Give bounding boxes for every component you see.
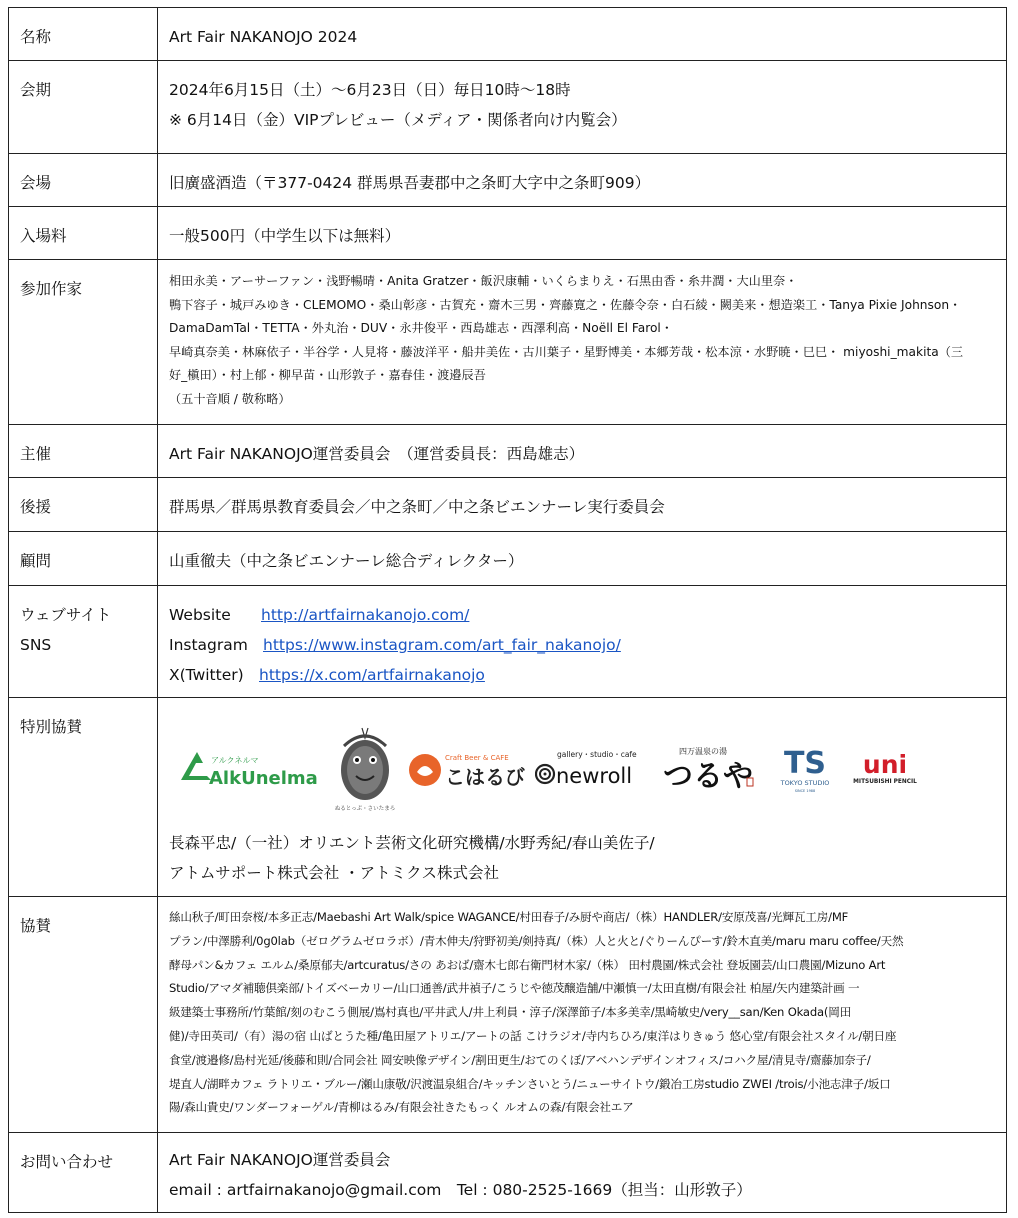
value-name: Art Fair NAKANOJO 2024 (158, 8, 1007, 61)
mitsubishi-pencil-wordmark: MITSUBISHI PENCIL (853, 779, 917, 785)
website-link[interactable]: http://artfairnakanojo.com/ (261, 606, 470, 624)
contact-line-1: Art Fair NAKANOJO運営委員会 (169, 1151, 391, 1169)
label-advisor: 顧問 (9, 532, 158, 586)
label-web (9, 586, 158, 698)
sponsors-line: 健)/寺田英司/（有）湯の宿 山ばとうた種/亀田屋アトリエ/アートの話 こけラジオ/寺内ちひろ/東洋はりきゅう 悠心堂/有限会社スタイル/朝日座 (169, 1028, 897, 1043)
value-support: 群馬県／群馬県教育委員会／中之条町／中之条ビエンナーレ実行委員会 (158, 478, 1007, 532)
tsuruya-logo (653, 744, 765, 794)
uni-wordmark: uni (862, 750, 908, 779)
row-period (9, 61, 1007, 154)
sponsors-line: 陽/森山貴史/ワンダーフォーゲル/青柳はるみ/有限会社きたもっく ルオムの森/有限会社エア (169, 1100, 634, 1115)
newroll-logo (533, 746, 653, 792)
label-artists: 参加作家 (9, 260, 158, 425)
artists-line: 早崎真奈美・林麻依子・半谷学・人見将・藤波洋平・船井美佐・古川葉子・星野博美・本郷芳哉・松本涼・水野暁・巳巳・ miyoshi_makita（三 (169, 344, 964, 359)
row-artists (9, 260, 1007, 425)
value-venue: 旧廣盛酒造（〒377-0424 群馬県吾妻郡中之条町大字中之条町909） (158, 154, 1007, 207)
instagram-link[interactable]: https://www.instagram.com/art_fair_nakanojo/ (263, 636, 621, 654)
mascot-caption: ぬるとっぷ・さいたまろ (334, 806, 396, 812)
tokyo-studio-logo (765, 743, 845, 795)
artists-note: （五十音順 / 敬称略） (169, 391, 291, 406)
label-admission: 入場料 (9, 207, 158, 260)
sponsors-line: 食堂/渡邉修/島村光延/後藤和則/合同会社 岡安映像デザイン/割田更生/おてのくぼ/アベハンデザインオフィス/コハク屋/清見寺/齋藤加奈子/ (169, 1052, 871, 1067)
value-advisor: 山重徹夫（中之条ビエンナーレ総合ディレクター） (158, 532, 1007, 586)
row-support (9, 478, 1007, 532)
label-organizer: 主催 (9, 425, 158, 478)
value-period (158, 61, 1007, 154)
artists-line: 鴨下容子・城戸みゆき・CLEMOMO・桑山彰彦・古賀充・齋木三男・齊藤寛之・佐藤令奈・白石綾・闕美来・想造楽工・Tanya Pixie Johnson・ (169, 297, 962, 312)
artists-line: DamaDamTal・TETTA・外丸治・DUV・永井俊平・西島雄志・西澤利高・Noëll El Farol・ (169, 321, 673, 335)
label-name: 名称 (9, 8, 158, 61)
tokyo-studio-wordmark: TOKYO STUDIO (780, 779, 830, 787)
label-sns: SNS (20, 636, 52, 654)
tsuruya-wordmark: つるや (663, 759, 753, 794)
instagram-label: Instagram (169, 636, 248, 654)
sponsors-line: プラン/中澤勝利/0g0lab（ゼログラムゼロラボ）/青木伸夫/狩野初美/剣持真/（株）人と火と/ぐりーんぴーす/鈴木直美/maru maru coffee/天然 (169, 933, 904, 948)
website-line (169, 600, 998, 630)
row-advisor (9, 532, 1007, 586)
sponsors-line: 絲山秋子/町田奈桜/本多正志/Maebashi Art Walk/spice WAGANCE/村田春子/み厨や商店/（株）HANDLER/安原茂喜/光輝瓦工房/MF (169, 910, 849, 924)
x-label: X(Twitter) (169, 666, 244, 684)
label-venue: 会場 (9, 154, 158, 207)
row-web (9, 586, 1007, 698)
sponsors-line: 堤直人/湖畔カフェ ラトリエ・ブルー/瀬山康敬/沢渡温泉組合/キッチンさいとう/ニューサイトウ/鍛冶工房studio ZWEI /trois/小池志津子/坂口 (169, 1076, 891, 1091)
row-venue (9, 154, 1007, 207)
row-organizer (9, 425, 1007, 478)
period-line-1: 2024年6月15日（土）〜6月23日（日）毎日10時〜18時 (169, 81, 571, 99)
label-website: ウェブサイト (20, 606, 112, 624)
uni-logo (845, 749, 925, 789)
alkunelma-logo (175, 746, 325, 792)
row-special-sponsors (9, 698, 1007, 897)
contact-email-line: email : artfairnakanojo@gmail.com Tel : 080-2525-1669（担当：山形敦子） (169, 1181, 752, 1199)
website-label: Website (169, 606, 231, 624)
value-organizer: Art Fair NAKANOJO運営委員会 （運営委員長：西島雄志） (158, 425, 1007, 478)
ts-mark-icon: TS (783, 746, 827, 781)
value-admission: 一般500円（中学生以下は無料） (158, 207, 1007, 260)
artists-line: 相田永美・アーサーファン・浅野暢晴・Anita Gratzer・飯沢康輔・いくらまりえ・石黒由香・糸井潤・大山里奈・ (169, 274, 798, 288)
label-support: 後援 (9, 478, 158, 532)
row-name (9, 8, 1007, 61)
row-admission (9, 207, 1007, 260)
artists-line: 好_槇田）・村上郁・柳早苗・山形敦子・嘉春佳・渡邉辰吾 (169, 368, 486, 382)
alkunelma-wordmark: AlkUnelma (209, 768, 318, 789)
special-sponsors-line-1: 長森平忠/（一社）オリエント芸術文化研究機構/水野秀紀/春山美佐子/ (169, 834, 655, 852)
newroll-subtitle: gallery・studio・cafe (557, 750, 637, 759)
row-sponsors (9, 897, 1007, 1133)
x-line (169, 660, 998, 690)
value-web (158, 586, 1007, 698)
label-period: 会期 (9, 61, 158, 154)
instagram-line (169, 630, 998, 660)
value-artists (158, 260, 1007, 425)
row-contact (9, 1133, 1007, 1213)
sponsor-logos (169, 714, 998, 824)
tsuruya-subtitle: 四万温泉の湯 (679, 747, 727, 756)
sponsors-line: Studio/アマダ補聴倶楽部/トイズベーカリー/山口通善/武井禎子/こうじや徳茂醸造舗/中瀬慎一/太田直樹/有限会社 柏屋/矢内建築計画 一 (169, 981, 860, 996)
x-link[interactable]: https://x.com/artfairnakanojo (259, 666, 485, 684)
newroll-wordmark: newroll (556, 764, 633, 788)
tokyo-studio-since: SINCE 1988 (794, 789, 816, 793)
koharubi-wordmark: こはるび (445, 765, 525, 789)
label-contact: お問い合わせ (9, 1133, 158, 1213)
label-special-sponsors: 特別協賛 (9, 698, 158, 897)
koharubi-subtitle: Craft Beer & CAFE (445, 754, 509, 762)
koharubi-logo (405, 746, 533, 792)
special-sponsors-line-2: アトムサポート株式会社 ・アトミクス株式会社 (169, 864, 499, 882)
mascot-logo (325, 726, 405, 812)
sponsors-line: 酵母パン&カフェ エルム/桑原郁夫/artcuratus/さの あおば/齋木七郎右衛門材木家/（株） 田村農園/株式会社 登坂園芸/山口農園/Mizuno Art (169, 957, 886, 972)
info-table (8, 7, 1007, 1213)
value-sponsors (158, 897, 1007, 1133)
sponsors-line: 級建築士事務所/竹葉館/刻のむこう側展/嶌村真也/平井武人/井上利員・淳子/深澤節子/本多美幸/黒崎敏史/very__san/Ken Okada(岡田 (169, 1005, 852, 1020)
period-line-2: ※ 6月14日（金）VIPプレビュー（メディア・関係者向け内覧会） (169, 111, 627, 129)
value-special-sponsors (158, 698, 1007, 897)
value-contact (158, 1133, 1007, 1213)
label-sponsors: 協賛 (9, 897, 158, 1133)
alkunelma-kana: アルクネルマ (211, 756, 259, 765)
alkunelma-mark-icon (181, 752, 211, 780)
